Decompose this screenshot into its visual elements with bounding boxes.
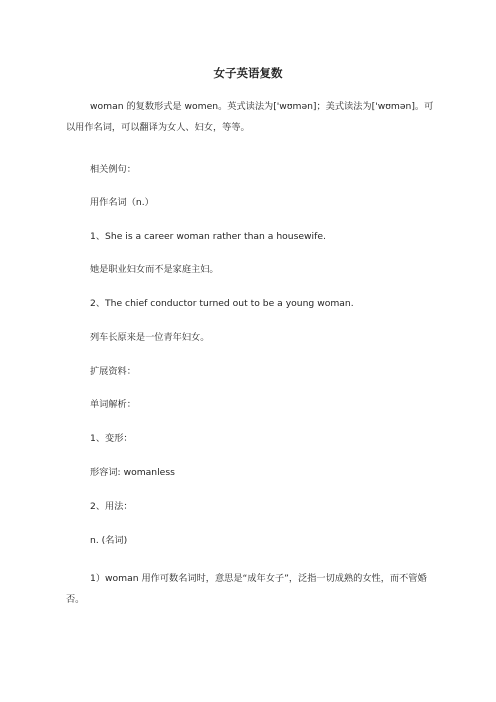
usage-note-1: 1）woman 用作可数名词时，意思是“成年女子”，泛指一切成熟的女性，而不管婚否。: [66, 573, 427, 605]
usage-noun-heading: 用作名词（n.）: [90, 197, 154, 208]
document-title: 女子英语复数: [213, 66, 283, 80]
usage-heading: 2、用法：: [90, 501, 133, 512]
intro-paragraph: woman 的复数形式是 women。英式读法为['wʊmən]；美式读法为['wʊmən]。可以用作名词，可以翻译为女人、妇女，等等。: [66, 101, 434, 133]
word-analysis-heading: 单词解析：: [90, 399, 136, 410]
example-2-english: 2、The chief conductor turned out to be a young woman.: [90, 298, 354, 309]
inflection-heading: 1、变形：: [90, 433, 133, 444]
noun-label: n. (名词): [90, 535, 128, 546]
adjective-form: 形容词: womanless: [90, 467, 175, 478]
examples-heading: 相关例句：: [90, 164, 136, 175]
extended-heading: 扩展资料：: [90, 366, 136, 377]
example-1-english: 1、She is a career woman rather than a housewife.: [90, 231, 326, 242]
example-1-chinese: 她是职业妇女而不是家庭主妇。: [90, 264, 219, 275]
example-2-chinese: 列车长原来是一位青年妇女。: [90, 332, 210, 343]
